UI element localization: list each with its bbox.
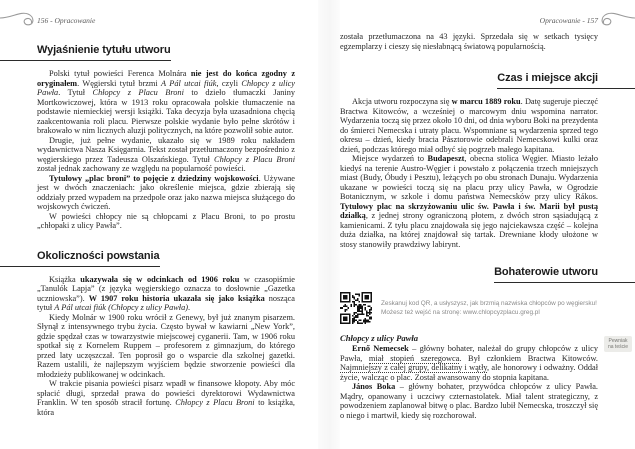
section-title-explanation [37,40,295,231]
section-characters [340,262,598,420]
corner-flourish-right-icon [597,8,635,30]
section-time-and-place [340,68,598,249]
character-description: János Boka – główny bohater, przywódca chłopców z ulicy Pawła. Mądry, opanowany i uczciwy czternastolatek. Miał talent strategiczny, z powodzeniem zaplanował bitwę o plac. Bardzo lubił Nemecska, troszczył się o niego i martwił, kiedy się rozchorował. [340,382,598,420]
page-right [340,0,598,420]
paragraph: Tytułowy „plac broni” to pojęcie z dziedziny wojskowości. Używane jest w dwóch znaczeniach: jako określenie miejsca, gdzie zbierają się oddziały przed wypadem na przedpole oraz jako nazwa miejsca służącego do wojskowych ćwiczeń. [37,173,295,211]
qr-note-line1: Zeskanuj kod QR, a usłyszysz, jak brzmią nazwiska chłopców po węgiersku! [381,300,597,307]
section-title: Bohaterowie utworu [494,266,598,283]
character-group-subheading: Chłopcy z ulicy Pawła [340,333,419,343]
qr-note-block [340,292,598,324]
margin-tab-line1: Pewniak [608,338,628,344]
paragraph: Drugie, już pełne wydanie, ukazało się w 1989 roku nakładem wydawnictwa Nasza Księgarnia. Tekst został przetłumaczony bezpośrednio z węgierskiego przez Tadeusza Olszańskiego. Tytuł Chłopcy z Placu Broni został jednak zachowany ze względu na popularność powieści. [37,135,296,173]
paragraph: W trakcie pisania powieści pisarz wpadł w finansowe kłopoty. Aby móc spłacić długi, sprzedał prawa do powieści dyrektorowi Wydawnictwa Franklin. W ten sposób stracił fortunę. Chłopcy z Placu Broni to książka, która [37,379,295,417]
qr-note-text [381,299,597,317]
paragraph: Polski tytuł powieści Ferenca Molnára nie jest do końca zgodny z oryginałem. Węgierski tytuł brzmi A Pál utcai fiúk, czyli Chłopcy z ulicy Pawła. Tytuł Chłopcy z Placu Broni to dzieło tłumaczki Janiny Mortkowiczowej, która w 1913 roku opracowała polskie tłumaczenie na podstawie niemieckiej wersji książki. Taka decyzja była uzasadniona chęcią zaakcentowania roli placu. Pierwsze polskie wydanie było pełne skrótów i brakowało w nim licznych aluzji politycznych, na które pozwolił sobie autor. [37,69,296,135]
paragraph: Miejsce wydarzeń to Budapeszt, obecna stolica Węgier. Miasto leżało kiedyś na terenie Austro-Węgier i powstało z połączenia trzech mniejszych miast (Budy, Óbudy i Pesztu), leżących po obu stronach Dunaju. Wydarzenia ukazane w powieści toczą się na placu przy ulicy Pawła, w Ogrodzie Botanicznym, w szkole i domu państwa Nemecsków przy ulicy Rákos. Tytułowy plac na skrzyżowaniu ulic św. Pawła i św. Marii był pustą działką, z jednej strony ograniczoną płotem, z dwóch stron sąsiadującą z kamienicami. Z tyłu placu znajdowała się jego najciekawsza część – kolejna duża działka, na której znajdował się tartak. Drewniane kłody ułożone w stosy stanowiły prawdziwy labirynt. [340,154,598,249]
continuation-paragraph: została przetłumaczona na 43 języki. Sprzedała się w setkach tysięcy egzemplarzy i cieszy się niesłabnącą światową popularnością. [340,32,598,51]
running-header-left: 156 - Opracowanie [37,16,96,25]
page-left [37,0,295,417]
section-title: Wyjaśnienie tytułu utworu [37,44,171,61]
margin-note-tab [604,336,632,352]
qr-note-line2: Możesz też wejść na stronę: www.chlopcyzplacu.greg.pl [381,309,540,316]
paragraph: W powieści chłopcy nie są chłopcami z Placu Broni, to po prostu „chłopaki z ulicy Pawła”. [37,211,295,230]
paragraph: Kiedy Molnár w 1900 roku wrócił z Genewy, był już znanym pisarzem. Słynął z intensywnego trybu życia. Często bywał w kawiarni „New York”, gdzie spędzał czas w towarzystwie miejscowej cyganerii. Tam, w 1906 roku spotkał się z Kornelem Ruppem – profesorem z gimnazjum, do którego przed laty uczęszczał. Ten poprosił go o wsparcie dla szkolnej gazetki. Razem ustalili, że najlepszym wyjściem będzie stworzenie powieści dla młodzieży publikowanej w odcinkach. [37,312,295,379]
section-origins [37,246,295,418]
page-gutter [318,0,340,449]
paragraph: Książka ukazywała się w odcinkach od 1906 roku w czasopiśmie „Tanulók Lapja” (z języka węgierskiego oznacza to dosłownie „Gazetka uczniowska”). W 1907 roku historia ukazała się jako książka nosząca tytuł A Pál utcai fiúk (Chłopcy z ulicy Pawła). [37,274,295,312]
paragraph: Akcja utworu rozpoczyna się w marcu 1889 roku. Datę sugeruje pieczęć Bractwa Kitowców, a wcześniej o marcowym dniu wspomina narrator. Wydarzenia toczą się przez około 10 dni, od dnia wyboru Boki na prezydenta do śmierci Nemecska i utraty placu. Wspomniane są wydarzenia sprzed tego okresu – dzień, kiedy bracia Pásztorowie odebrali Nemecskowi kulki oraz dzień, podczas którego miał odbyć się pogrzeb małego kapitana. [340,97,599,154]
corner-flourish-left-icon [0,8,38,30]
margin-tab-line2: na teście [607,344,628,350]
running-header-right: Opracowanie - 157 [539,16,598,25]
section-title: Czas i miejsce akcji [497,72,598,89]
character-description: Ernő Nemecsek – główny bohater, należał do grupy chłopców z ulicy Pawła, miał stopień szeregowca. Był członkiem Bractwa Kitowców. Najmniejszy z całej grupy, delikatny i wątły, ale honorowy i odważny. Oddał życie, walcząc o plac. Został awansowany do stopnia kapitana. [340,344,599,382]
section-title: Okoliczności powstania [37,250,160,267]
qr-code [340,292,372,324]
